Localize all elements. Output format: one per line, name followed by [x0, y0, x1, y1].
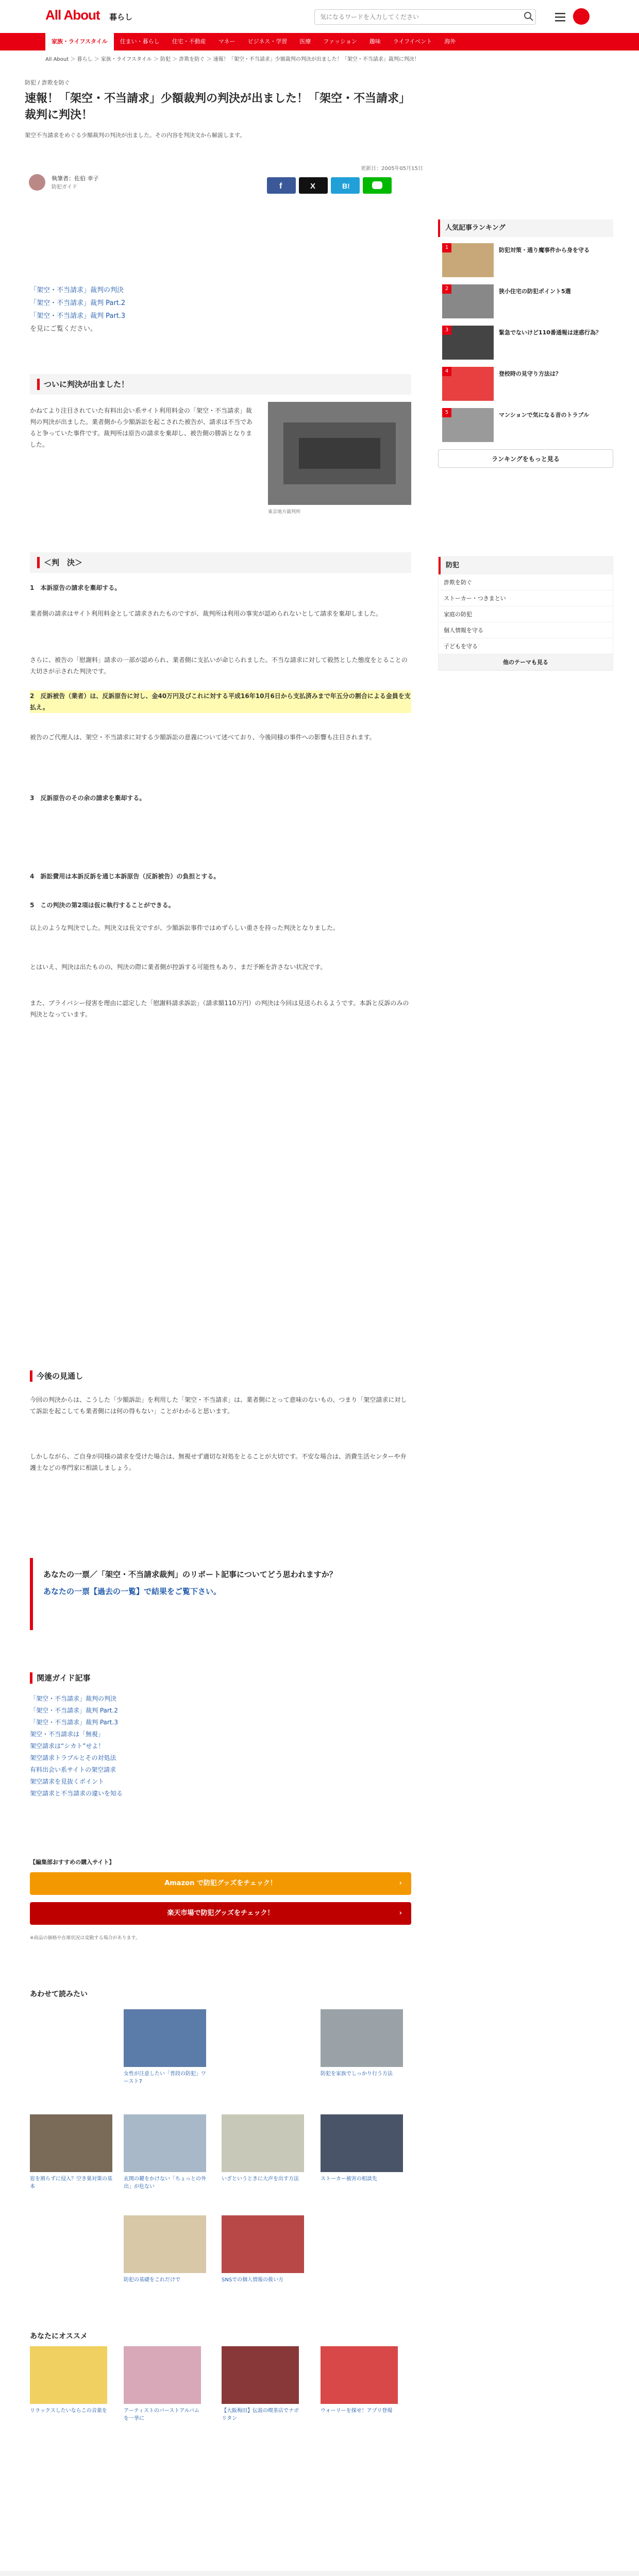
chevron-right-icon: › [399, 1879, 402, 1887]
publish-date: 更新日：2005年05月15日 [361, 166, 423, 172]
related-link[interactable]: 架空請求は“シカト”せよ！ [30, 1742, 105, 1750]
vote-cta [30, 1558, 411, 1630]
nav-item[interactable]: ライフイベント [393, 38, 432, 45]
vote-link[interactable]: あなたの一票【過去の一覧】で結果をご覧下さい。 [43, 1587, 222, 1596]
svg-text:B!: B! [342, 182, 350, 190]
nav-item[interactable]: ビジネス・学習 [247, 38, 288, 45]
nav-item[interactable]: 住まい・暮らし [120, 38, 160, 45]
photo-caption: 東京地方裁判所 [268, 510, 301, 515]
list-item[interactable]: 「架空・不当請求」裁判の判決 [30, 286, 124, 294]
avatar[interactable] [29, 174, 45, 191]
author-role: 防犯ガイド [52, 184, 77, 190]
section-body: しかしながら、ご自身が同様の請求を受けた場合は、無視せず適切な対処をとることが大切です。不安な場合は、消費生活センターや弁護士などの専門家に相談しましょう。 [30, 1453, 407, 1471]
theme-item[interactable]: 子どもを守る [439, 638, 613, 654]
facebook-share-button[interactable] [267, 177, 296, 194]
nav-item[interactable]: 家族・ライフスタイル [45, 33, 114, 50]
list-item[interactable]: 「架空・不当請求」裁判 Part.3 [30, 312, 126, 320]
nav-item[interactable]: 趣味 [369, 38, 381, 45]
theme-heading: 防犯 [439, 557, 613, 574]
sidebar [438, 219, 613, 666]
section-body: かねてより注目されていた有料出会い系サイト利用料金の「架空・不当請求」裁判の判決が出ました。業者側から少額訴訟を起こされた被告が、請求は不当であると争っていた事件です。裁判所は原告の請求を棄却し、被告側の勝訴となりました。 [30, 407, 253, 448]
svg-text:f: f [279, 182, 282, 191]
related-link[interactable]: 架空請求と不当請求の違いを知る [30, 1790, 123, 1797]
shopping-note: ※商品の価格や在庫状況は変動する場合があります。 [30, 1936, 140, 1941]
vote-text: あなたの一票／「架空・不当請求裁判」のリポート記事についてどう思われますか？ [43, 1570, 337, 1579]
osusume-card[interactable]: ウォーリーを探せ！アプリ登場 [321, 2346, 398, 2415]
ranking-item[interactable]: 2 狭小住宅の防犯ポイント5選 [438, 284, 613, 320]
ranking-item[interactable]: 1 防犯対策・通り魔事件から身を守る [438, 243, 613, 279]
ranking-item[interactable]: 4 登校時の見守り方法は？ [438, 367, 613, 403]
related-link[interactable]: 「架空・不当請求」裁判 Part.2 [30, 1707, 118, 1714]
footer [0, 2571, 639, 2576]
logo[interactable]: All About [45, 7, 100, 23]
recommend-card[interactable]: 防犯を家族でしっかり行う方法 [321, 2009, 403, 2078]
article-category[interactable]: 防犯 / 詐欺を防ぐ [25, 79, 70, 86]
recommend-card[interactable]: 窓を割らずに侵入？空き巣対策の基本 [30, 2114, 112, 2191]
related-link[interactable]: 有料出会い系サイトの架空請求 [30, 1766, 116, 1773]
amazon-button[interactable]: Amazon で防犯グッズをチェック！ › [30, 1872, 411, 1895]
recommend-card[interactable]: 防犯の基礎をこれだけで [124, 2215, 206, 2284]
category-nav [0, 33, 639, 50]
related-link[interactable]: 架空・不当請求は「無視」 [30, 1731, 105, 1738]
related-link[interactable]: 架空請求トラブルとその対処法 [30, 1754, 116, 1761]
osusume-heading: あなたにオススメ [30, 2332, 88, 2341]
breadcrumb[interactable]: All About ＞ 暮らし ＞ 家族・ライフスタイル ＞ 防犯 ＞ 詐欺を防ぐ ＞ 速報！「架空・不当請求」少額裁判の判決が出ました！「架空・不当請求」裁判に判決！ [45, 57, 419, 62]
section-heading: ついに判決が出ました！ [30, 374, 411, 395]
verdict-item: 3 反訴原告のその余の請求を棄却する。 [30, 794, 146, 802]
section-heading: ＜判 決＞ [30, 552, 411, 573]
section-body: また、プライバシー侵害を理由に認定した「慰謝料請求訴訟」（請求額110万円）の判決は今回は見送られるようです。本訴と反訴のみの判決となっています。 [30, 999, 409, 1018]
top-header [0, 0, 639, 33]
nav-item[interactable]: 医療 [299, 38, 311, 45]
page-title: 速報！「架空・不当請求」少額裁判の判決が出ました！「架空・不当請求」裁判に判決！ [25, 92, 411, 122]
shopping-label: 【編集部おすすめの購入サイト】 [30, 1859, 115, 1866]
hatena-share-button[interactable] [331, 177, 360, 194]
osusume-card[interactable]: リラックスしたいならこの音楽を [30, 2346, 107, 2415]
section-body: とはいえ、判決は出たものの、判決の際に業者側が控訴する可能性もあり、まだ予断を許さない状況です。 [30, 963, 327, 971]
section-body: 以上のような判決でした。判決文は長文ですが、少額訴訟事件ではめずらしい重さを持った判決となりました。 [30, 924, 340, 931]
chevron-right-icon: › [399, 1909, 402, 1917]
related-link[interactable]: 架空請求を見抜くポイント [30, 1778, 105, 1785]
related-link[interactable]: 「架空・不当請求」裁判 Part.3 [30, 1719, 118, 1726]
recommend-heading: あわせて読みたい [30, 1990, 88, 1998]
ranking-heading: 人気記事ランキング [438, 219, 613, 237]
recommend-card[interactable]: ストーカー被害の相談先 [321, 2114, 403, 2183]
nav-item[interactable]: ファッション [323, 38, 357, 45]
menu-icon[interactable] [553, 10, 567, 24]
recommend-card[interactable]: 女性が注意したい「普段の防犯」ワースト7 [124, 2009, 206, 2086]
search-input[interactable] [314, 9, 536, 25]
article-toc [30, 281, 125, 336]
section-body: さらに、被告の「慰謝料」請求の一部が認められ、業者側に支払いが命じられました。不当な請求に対して毅然とした態度をとることの大切さが示された判決です。 [30, 656, 408, 675]
recommend-card[interactable]: 玄関の鍵をかけない「ちょっとの外出」が危ない [124, 2114, 206, 2191]
verdict-item: 4 訴訟費用は本訴反訴を通じ本訴原告（反訴被告）の負担とする。 [30, 873, 220, 880]
section-body: 被告のご代理人は、架空・不当請求に対する少額訴訟の意義について述べており、今後同様の事件への影響も注目されます。 [30, 734, 376, 741]
section-heading: 今後の見通し [30, 1370, 83, 1382]
author-name[interactable]: 執筆者：佐伯 幸子 [52, 175, 99, 182]
theme-more-button[interactable]: 他のテーマも見る [439, 654, 613, 670]
osusume-card[interactable]: アーティストのバーストアルバムを一挙に [124, 2346, 201, 2422]
verdict-item: 5 この判決の第2項は仮に執行することができる。 [30, 902, 175, 909]
osusume-card[interactable]: 【大阪梅田】伝説の喫茶店でナポリタン [222, 2346, 299, 2422]
verdict-item: 1 本訴原告の請求を棄却する。 [30, 584, 121, 591]
line-share-button[interactable] [363, 177, 392, 194]
list-item[interactable]: 「架空・不当請求」裁判 Part.2 [30, 299, 126, 307]
theme-item[interactable]: 詐欺を防ぐ [439, 574, 613, 590]
verdict-item: 2 反訴被告（業者）は、反訴原告に対し、金40万円及びこれに対する平成16年10月6日から支払済みまで年五分の割合による金員を支払え。 [30, 690, 411, 713]
theme-item[interactable]: ストーカー・つきまとい [439, 590, 613, 606]
ranking-item[interactable]: 3 緊急でないけど110番通報は迷惑行為？ [438, 326, 613, 362]
x-share-button[interactable] [299, 177, 328, 194]
user-icon[interactable] [573, 8, 590, 25]
ranking-more-button[interactable]: ランキングをもっと見る [438, 449, 613, 468]
line-icon [363, 177, 392, 194]
section-body: 業者側の請求はサイト利用料金として請求されたものですが、裁判所は利用の事実が認められないとして請求を棄却しました。 [30, 610, 382, 617]
recommend-card[interactable]: SNSでの個人情報の扱い方 [222, 2215, 304, 2284]
svg-text:X: X [310, 182, 316, 191]
section-body: 今回の判決からは、こうした「少額訴訟」を利用した「架空・不当請求」は、業者側にとって意味のないもの、つまり「架空請求に対して訴訟を起こしても業者側には何の得もない」ことがわかると思います。 [30, 1396, 407, 1415]
toc-note: を見にご覧ください。 [30, 325, 97, 333]
logo-category[interactable]: 暮らし [109, 12, 133, 22]
nav-item[interactable]: 海外 [444, 38, 456, 45]
related-heading: 関連ガイド記事 [30, 1672, 91, 1684]
ranking-item[interactable]: 5 マンションで気になる音のトラブル [438, 408, 613, 444]
related-list [30, 1691, 123, 1801]
theme-item[interactable]: 家庭の防犯 [439, 606, 613, 622]
theme-item[interactable]: 個人情報を守る [439, 622, 613, 638]
article-header [25, 78, 417, 140]
theme-box [438, 556, 613, 671]
facebook-icon [267, 177, 296, 194]
rakuten-button[interactable]: 楽天市場で防犯グッズをチェック！ › [30, 1902, 411, 1925]
nav-item[interactable]: マネー [218, 38, 236, 45]
search-icon[interactable] [524, 11, 534, 22]
x-icon [299, 177, 328, 194]
recommend-card[interactable]: いざというときに大声を出す方法 [222, 2114, 304, 2183]
nav-item[interactable]: 住宅・不動産 [172, 38, 206, 45]
court-photo [268, 402, 411, 505]
article-lead: 架空不当請求をめぐる少額裁判の判決が出ました。その内容を判決文から解説します。 [25, 132, 246, 139]
hatena-icon [331, 177, 360, 194]
related-link[interactable]: 「架空・不当請求」裁判の判決 [30, 1695, 117, 1702]
